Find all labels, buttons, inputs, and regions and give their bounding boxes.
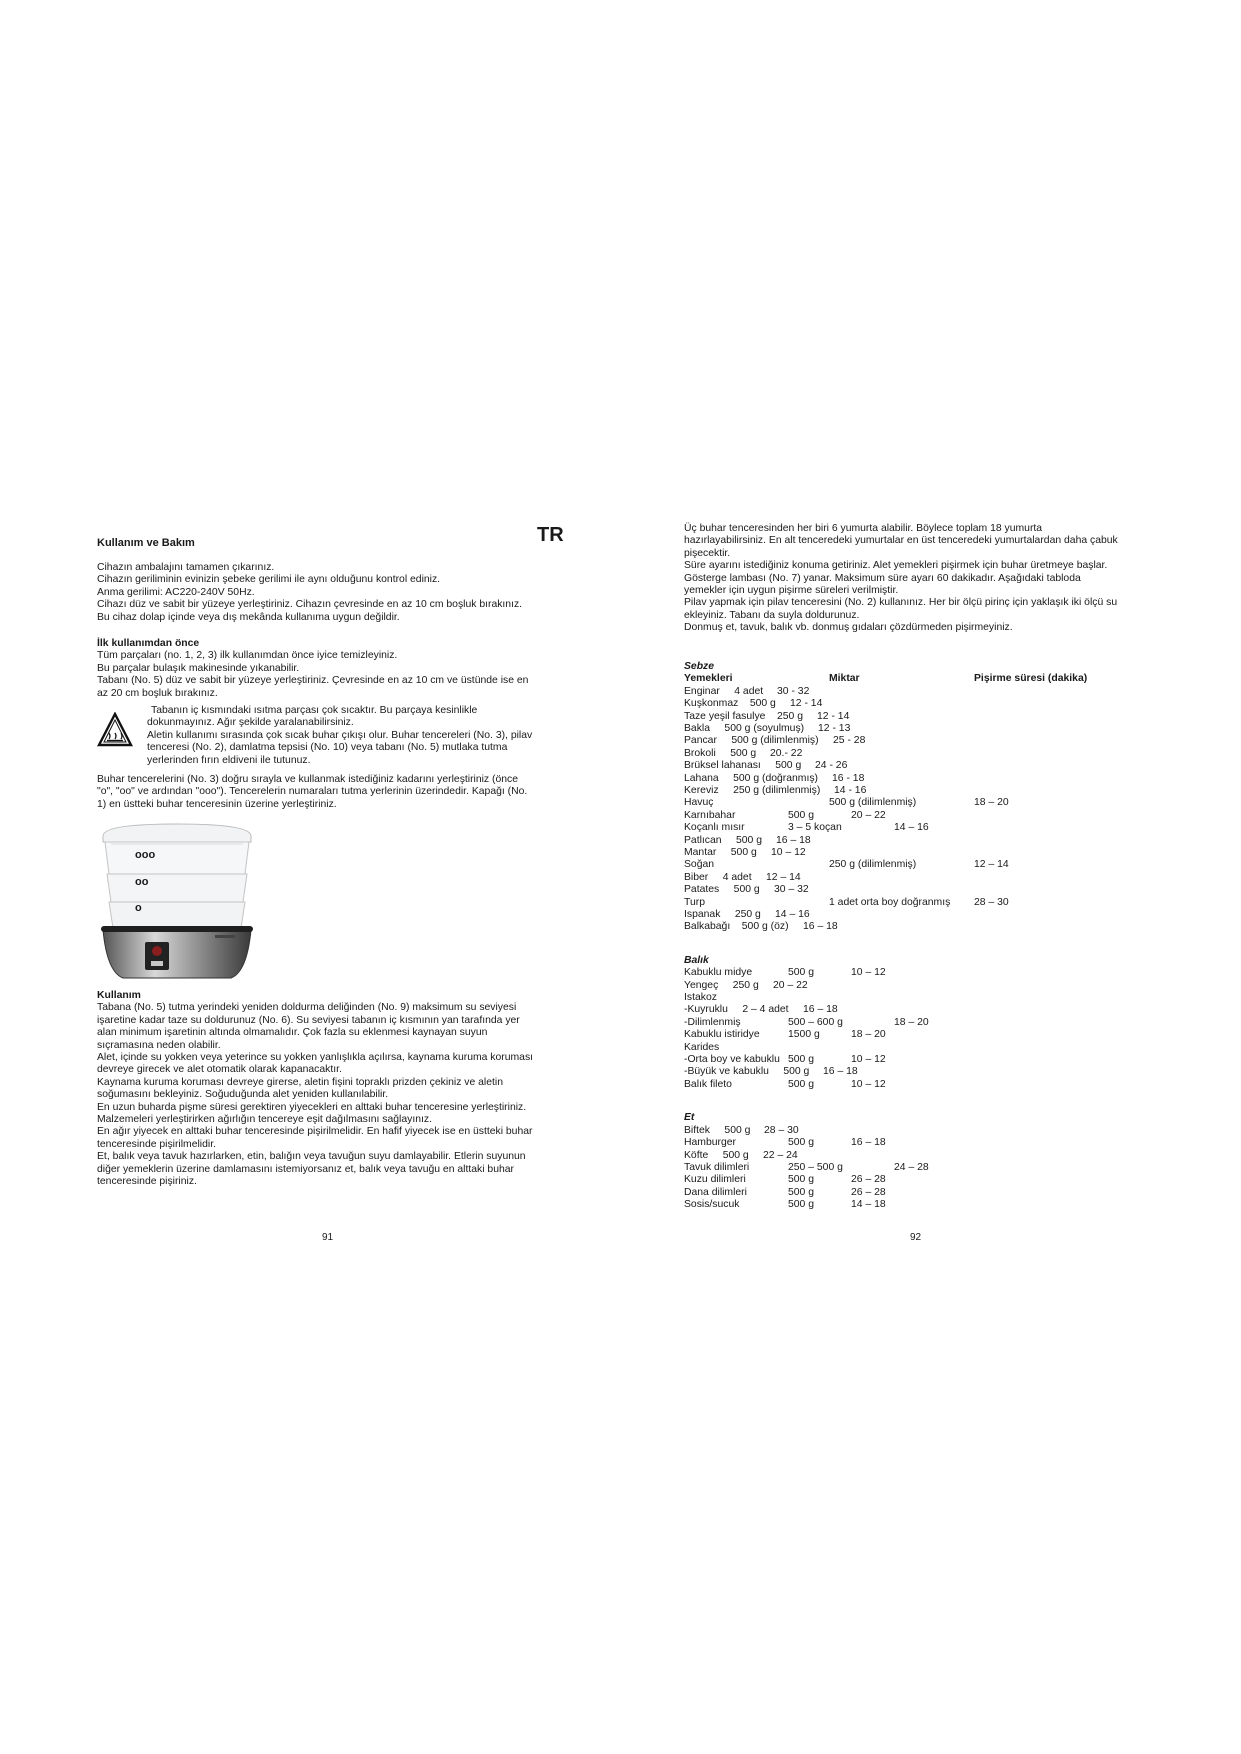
hot-surface-warning	[147, 705, 567, 767]
section-title: Et	[684, 1112, 695, 1124]
cell-amount: 30 – 32	[774, 884, 809, 896]
basket-label-ooo: ooo	[135, 849, 156, 861]
cell-food: Sosis/sucuk	[684, 1199, 740, 1211]
cell-food: Balkabağı 500 g (öz)	[684, 921, 789, 933]
text-line: Gösterge lambası (No. 7) yanar. Maksimum süre ayarı 60 dakikadır. Aşağıdaki tabloda	[684, 572, 1081, 584]
cell-food: Turp	[684, 896, 705, 908]
hot-surface-warning-icon	[97, 712, 133, 748]
cell-food: Tavuk dilimleri	[684, 1161, 750, 1173]
cell-food: Karnıbahar	[684, 809, 736, 821]
text-line: Cihazın ambalajını tamamen çıkarınız.	[97, 562, 275, 573]
cell-amount: 500 g (dilimlenmiş)	[829, 797, 917, 809]
cell-amount: 25 - 28	[833, 735, 866, 747]
text-line: alan minimum işaretinin altında olmamalıdır. Çok fazla su eklenmesi kaynayan suyun	[97, 1027, 488, 1039]
cell-amount: 500 g	[788, 1078, 815, 1090]
text-line: tenceresinde pişirilmelidir.	[97, 1138, 216, 1150]
cell-food: Patlıcan 500 g	[684, 834, 762, 846]
text-line: tenceresi (No. 2), damlatma tepsisi (No. 10) veya tabanı (No. 5) mutlaka tutma	[147, 742, 508, 754]
cell-food: Karides	[684, 1041, 720, 1053]
cell-time: 24 – 28	[894, 1161, 929, 1173]
language-code: TR	[537, 524, 564, 546]
right-intro	[684, 523, 1154, 635]
text-line: tenceresinde pişiriniz.	[97, 1176, 197, 1188]
cell-food: Ispanak 250 g	[684, 909, 761, 920]
cell-food: Kabuklu istiridye	[684, 1029, 760, 1041]
text-line: Donmuş et, tavuk, balık vb. donmuş gıdaları çözdürmeden pişirmeyiniz.	[684, 622, 1013, 634]
cell-amount: 500 g	[788, 967, 815, 979]
page-number: 92	[910, 1232, 922, 1243]
cell-amount: 16 – 18	[803, 1004, 838, 1016]
column-header-time: Pişirme süresi (dakika)	[974, 673, 1088, 685]
text-line: Bu cihaz dolap içinde veya dış mekânda kullanıma uygun değildir.	[97, 611, 400, 623]
column-header-food: Yemekleri	[684, 673, 733, 685]
usage-section	[97, 990, 567, 1189]
text-line: dokunmayınız. Ağır şekilde yaralanabilirsiniz.	[147, 717, 354, 729]
text-line: hazırlayabilirsiniz. En alt tenceredeki yumurtalar en üst tenceredeki yumurtalardan daha çabuk	[684, 535, 1118, 547]
text-line: Tabanı (No. 5) düz ve sabit bir yüzeye yerleştiriniz. Çevresinde en az 10 cm ve üstünde ise en	[97, 675, 529, 687]
cell-amount: 12 - 13	[818, 723, 851, 734]
text-line: Bu parçalar bulaşık makinesinde yıkanabilir.	[97, 662, 300, 674]
text-line: Cihazı düz ve sabit bir yüzeye yerleştiriniz. Cihazın çevresinde en az 10 cm boşluk bırakınız.	[97, 599, 523, 611]
cell-amount: 500 g	[788, 1199, 815, 1211]
cell-amount: 28 – 30	[764, 1124, 799, 1136]
text-line: az 20 cm boşluk bırakınız.	[97, 687, 218, 699]
cell-food: Patates 500 g	[684, 884, 760, 896]
cell-food: Biftek 500 g	[684, 1124, 751, 1136]
cell-amount: 250 g (dilimlenmiş)	[829, 859, 917, 871]
text-line: Cihazın geriliminin evinizin şebeke gerilimi ile aynı olduğunu kontrol ediniz.	[97, 574, 441, 586]
cell-food: Yengeç 250 g	[684, 979, 759, 991]
cell-food: Brüksel lahanası 500 g	[684, 760, 802, 772]
cell-time: 10 – 12	[851, 1054, 886, 1066]
cell-time: 12 – 14	[974, 859, 1009, 871]
basket-label-o: o	[135, 902, 142, 914]
text-line: En ağır yiyecek en alttaki buhar tenceresinde pişirilmelidir. En hafif yiyecek ise en üstteki buhar	[97, 1126, 533, 1138]
section-title: İlk kullanımdan önce	[97, 638, 200, 649]
cell-amount: 3 – 5 koçan	[788, 822, 842, 834]
cell-amount: 500 g	[788, 1186, 815, 1198]
text-line: soğumasını bekleyiniz. Soğuduğunda alet yeniden kullanılabilir.	[97, 1089, 389, 1101]
text-line: ekleyiniz. Tabanı da suyla doldurunuz.	[684, 609, 860, 621]
cell-food: Mantar 500 g	[684, 847, 757, 858]
cell-food: Biber 4 adet	[684, 871, 752, 883]
cell-amount: 20 – 22	[773, 979, 808, 991]
text-line: Buhar tencerelerini (No. 3) doğru sırayla ve kullanmak istediğiniz kadarını yerleştiriniz (önce	[97, 774, 519, 785]
text-line: Tabanın iç kısmındaki ısıtma parçası çok sıcaktır. Bu parçaya kesinlikle	[151, 705, 478, 716]
cell-amount: 10 – 12	[771, 847, 806, 858]
cell-food: Kereviz 250 g (dilimlenmiş)	[684, 785, 821, 796]
cell-amount: 16 – 18	[803, 921, 838, 933]
cell-food: Kuşkonmaz 500 g	[684, 698, 776, 710]
text-line: Süre ayarını istediğiniz konuma getiriniz. Alet yemekleri pişirmek için buhar üretmeye başlar.	[684, 560, 1108, 572]
cell-amount: 1500 g	[788, 1029, 820, 1041]
cell-food: Kabuklu midye	[684, 967, 753, 979]
basket-label-oo: oo	[135, 876, 149, 888]
text-line: diğer yemeklerin üzerine damlamasını istemiyorsanız et, balık veya tavuğu en alttaki buhar	[97, 1163, 514, 1175]
cell-amount: 16 - 18	[832, 772, 865, 784]
cell-time: 18 – 20	[851, 1029, 886, 1041]
text-line: En uzun buharda pişme süresi gerektiren yiyecekleri en alttaki buhar tenceresine yerleştiriniz.	[97, 1101, 527, 1113]
cell-time: 16 – 18	[851, 1137, 886, 1149]
text-line: Pilav yapmak için pilav tenceresini (No. 2) kullanınız. Her bir ölçü pirinç için yaklaşık iki ölçü su	[684, 597, 1118, 609]
cell-amount: 14 – 16	[775, 909, 810, 920]
cell-amount: 500 g	[788, 809, 815, 821]
cell-food: Dana dilimleri	[684, 1186, 747, 1198]
text-line: Kaynama kuruma koruması devreye girerse, aletin fişini topraklı prizden çekiniz ve aletin	[97, 1076, 503, 1088]
cell-food: -Kuyruklu 2 – 4 adet	[684, 1004, 789, 1016]
cell-amount: 22 – 24	[763, 1149, 798, 1161]
text-line: Anma gerilimi: AC220-240V 50Hz.	[97, 586, 255, 598]
page-header: Kullanım ve Bakım	[97, 537, 195, 549]
cell-time: 20 – 22	[851, 809, 886, 821]
cell-amount: 500 – 600 g	[788, 1016, 843, 1028]
intro-paragraph	[97, 562, 567, 624]
cell-time: 28 – 30	[974, 896, 1009, 908]
cell-amount: 250 – 500 g	[788, 1161, 843, 1173]
cell-amount: 16 – 18	[776, 834, 811, 846]
food-steamer-image	[97, 822, 257, 982]
cell-food: Lahana 500 g (doğranmış)	[684, 772, 819, 784]
cell-amount: 30 - 32	[777, 685, 810, 697]
text-line: pişecektir.	[684, 547, 731, 559]
text-line: Tabana (No. 5) tutma yerindeki yeniden doldurma deliğinden (No. 9) maksimum su seviyesi	[97, 1002, 517, 1014]
section-title: Balık	[684, 954, 709, 966]
first-use-section	[97, 638, 567, 700]
section-title: Sebze	[684, 661, 715, 672]
cell-food: Balık fileto	[684, 1078, 732, 1090]
cell-amount: 500 g	[788, 1137, 815, 1149]
assembly-paragraph	[97, 774, 567, 811]
cell-amount: 20.- 22	[770, 747, 803, 759]
cell-food: Kuzu dilimleri	[684, 1174, 746, 1186]
cell-amount: 1 adet orta boy doğranmış	[829, 896, 951, 908]
cell-food: Bakla 500 g (soyulmuş)	[684, 723, 805, 734]
cell-food: Pancar 500 g (dilimlenmiş)	[684, 735, 819, 747]
page-number: 91	[322, 1232, 334, 1243]
text-line: "o", "oo" ve ardından "ooo"). Tencerelerin numaraları tutma yerlerinin üzerindedir. Kapağı (No.	[97, 786, 528, 798]
cell-amount: 12 - 14	[817, 710, 850, 722]
cell-time: 14 – 16	[894, 822, 929, 834]
text-line: yerlerinden fırın eldiveni ile tutunuz.	[147, 754, 311, 766]
cell-time: 26 – 28	[851, 1186, 886, 1198]
cell-food: Taze yeşil fasulye 250 g	[684, 710, 803, 722]
text-line: Et, balık veya tavuk hazırlarken, etin, balığın veya tavuğun suyu damlayabilir. Etlerin suyunun	[97, 1151, 526, 1163]
cell-time: 14 – 18	[851, 1199, 886, 1211]
cell-amount: 24 - 26	[815, 760, 848, 772]
text-line: Malzemeleri yerleştirirken ağırlığın tencereye eşit dağılmasını sağlayınız.	[97, 1114, 432, 1126]
cell-amount: 12 - 14	[790, 698, 823, 710]
text-line: Alet, içinde su yokken veya yeterince su yokken yanlışlıkla açılırsa, kaynama kuruma koruması	[97, 1052, 534, 1064]
cell-food: -Dilimlenmiş	[684, 1016, 741, 1028]
text-line: işaretine kadar taze su doldurunuz (No. 6). Su seviyesi tabanın iç kısmının yan tarafında yer	[97, 1014, 520, 1026]
text-line: sıçramasına neden olabilir.	[97, 1039, 221, 1051]
cell-food: Brokoli 500 g	[684, 747, 757, 759]
cell-time: 10 – 12	[851, 967, 886, 979]
text-line: 1) en üstteki buhar tenceresinin üzerine yerleştiriniz.	[97, 798, 337, 810]
text-line: Tüm parçaları (no. 1, 2, 3) ilk kullanımdan önce iyice temizleyiniz.	[97, 650, 398, 662]
text-line: Üç buhar tenceresinden her biri 6 yumurta alabilir. Böylece toplam 18 yumurta	[684, 523, 1043, 534]
cell-amount: 500 g	[788, 1174, 815, 1186]
column-header-amount: Miktar	[829, 673, 860, 685]
text-line: yemekler için uygun pişirme süreleri verilmiştir.	[684, 585, 899, 597]
cell-time: 26 – 28	[851, 1174, 886, 1186]
cell-food: Soğan	[684, 859, 715, 871]
cell-time: 18 – 20	[974, 797, 1009, 809]
cell-food: Havuç	[684, 797, 714, 809]
section-title: Kullanım	[97, 990, 141, 1001]
cell-food: Koçanlı mısır	[684, 822, 745, 834]
cell-food: Hamburger	[684, 1137, 736, 1149]
cell-food: -Orta boy ve kabuklu	[684, 1054, 780, 1066]
cell-amount: 14 - 16	[834, 785, 867, 796]
cell-food: Köfte 500 g	[684, 1149, 749, 1161]
cell-amount: 12 – 14	[766, 871, 801, 883]
cell-food: -Büyük ve kabuklu 500 g	[684, 1066, 810, 1078]
cell-food: Enginar 4 adet	[684, 685, 764, 697]
cell-amount: 16 – 18	[823, 1066, 858, 1078]
text-line: devreye girecek ve alet otomatik olarak kapanacaktır.	[97, 1064, 342, 1076]
cell-amount: 500 g	[788, 1054, 815, 1066]
cell-time: 18 – 20	[894, 1016, 929, 1028]
cell-time: 10 – 12	[851, 1078, 886, 1090]
text-line: Aletin kullanımı sırasında çok sıcak buhar çıkışı olur. Buhar tencereleri (No. 3), pilav	[147, 729, 533, 741]
cell-food: Istakoz	[684, 992, 717, 1004]
